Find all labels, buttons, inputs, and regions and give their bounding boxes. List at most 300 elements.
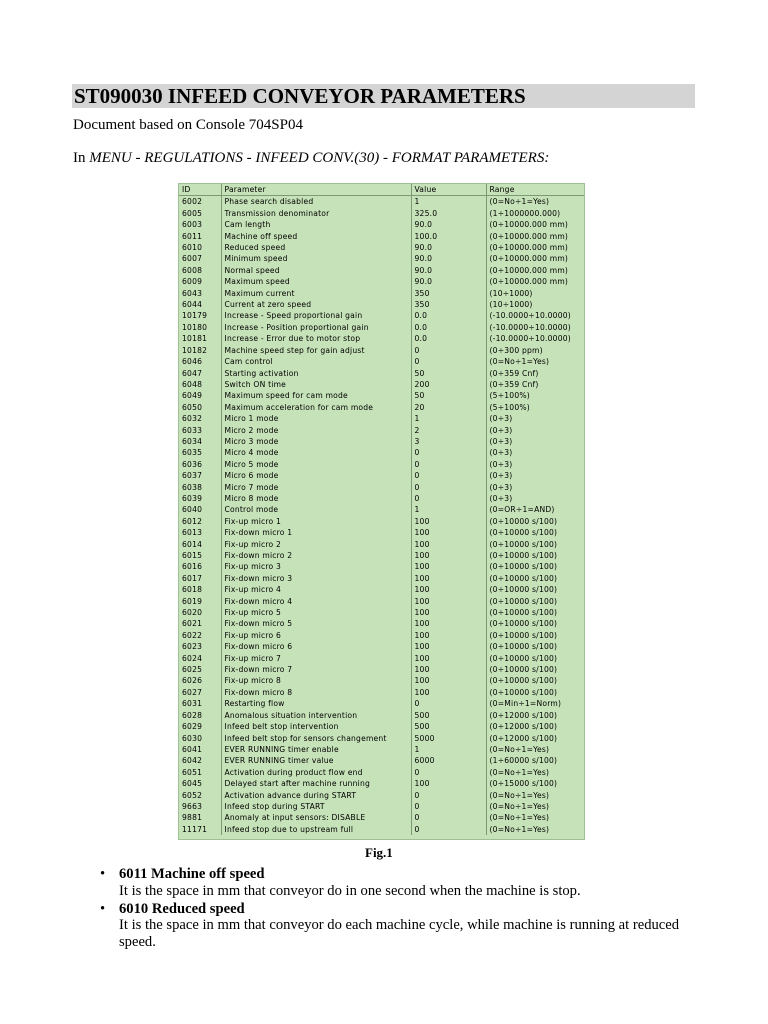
cell-range: (0÷10000 s/100) [489, 630, 558, 640]
table-row [179, 356, 584, 367]
cell-id: 6034 [179, 436, 221, 447]
cell-value: 0 [411, 698, 486, 709]
table-row [179, 436, 584, 447]
cell-value: 5000 [411, 733, 486, 744]
cell-value: 0 [411, 470, 486, 481]
cell-parameter: Fix-down micro 8 [221, 687, 411, 698]
cell-id: 6021 [179, 618, 221, 629]
cell-range: (0÷10000 s/100) [489, 551, 558, 560]
cell-parameter: EVER RUNNING timer value [221, 755, 411, 766]
cell-id: 6046 [179, 356, 221, 367]
cell-parameter: Cam control [221, 356, 411, 367]
cell-value: 0 [411, 447, 486, 458]
cell-id: 6017 [179, 573, 221, 584]
cell-parameter: Micro 8 mode [221, 493, 411, 504]
cell-value: 0 [411, 493, 486, 504]
cell-value: 100 [411, 778, 486, 789]
cell-value: 100 [411, 641, 486, 652]
bullet-list [100, 866, 700, 952]
cell-id: 6033 [179, 425, 221, 436]
cell-parameter: Transmission denominator [221, 208, 411, 219]
cell-value: 325.0 [411, 208, 486, 219]
cell-range: (0÷3) [489, 414, 513, 424]
cell-range: (0÷3) [489, 459, 513, 469]
cell-range: (0÷12000 s/100) [489, 733, 558, 743]
cell-range: (0÷10000.000 mm) [489, 243, 569, 253]
cell-id: 6014 [179, 539, 221, 550]
table-row [179, 265, 584, 276]
cell-value: 100 [411, 687, 486, 698]
cell-parameter: Fix-up micro 3 [221, 561, 411, 572]
cell-id: 6027 [179, 687, 221, 698]
cell-parameter: Micro 1 mode [221, 413, 411, 424]
cell-range: (-10.0000÷10.0000) [489, 311, 571, 321]
cell-value: 50 [411, 390, 486, 401]
cell-value: 100.0 [411, 231, 486, 242]
cell-parameter: Fix-down micro 3 [221, 573, 411, 584]
cell-value: 100 [411, 607, 486, 618]
cell-value: 100 [411, 527, 486, 538]
cell-parameter: Increase - Error due to motor stop [221, 333, 411, 344]
table-row [179, 812, 584, 823]
cell-value: 0 [411, 482, 486, 493]
cell-parameter: Micro 7 mode [221, 482, 411, 493]
table-row [179, 516, 584, 527]
cell-id: 9881 [179, 812, 221, 823]
cell-id: 6038 [179, 482, 221, 493]
cell-parameter: Maximum acceleration for cam mode [221, 402, 411, 413]
cell-id: 11171 [179, 824, 221, 835]
table-row [179, 573, 584, 584]
table-row [179, 459, 584, 470]
cell-id: 10179 [179, 310, 221, 321]
cell-range: (-10.0000÷10.0000) [489, 322, 571, 332]
cell-value: 3 [411, 436, 486, 447]
cell-value: 0 [411, 345, 486, 356]
document-title: ST090030 INFEED CONVEYOR PARAMETERS [72, 84, 695, 108]
cell-id: 6051 [179, 767, 221, 778]
cell-value: 0 [411, 459, 486, 470]
cell-id: 6042 [179, 755, 221, 766]
table-row [179, 276, 584, 287]
cell-parameter: Fix-down micro 2 [221, 550, 411, 561]
table-row [179, 721, 584, 732]
cell-parameter: Machine speed step for gain adjust [221, 345, 411, 356]
cell-parameter: Infeed belt stop for sensors changement [221, 733, 411, 744]
cell-parameter: Normal speed [221, 265, 411, 276]
cell-parameter: Maximum speed for cam mode [221, 390, 411, 401]
cell-parameter: Minimum speed [221, 253, 411, 264]
table-row [179, 550, 584, 561]
table-row [179, 641, 584, 652]
bullet-heading: 6011 Machine off speed [119, 866, 265, 882]
cell-range: (5÷100%) [489, 391, 530, 401]
cell-id: 6022 [179, 630, 221, 641]
table-row [179, 310, 584, 321]
table-row [179, 482, 584, 493]
cell-id: 6005 [179, 208, 221, 219]
cell-range: (0÷3) [489, 448, 513, 458]
cell-id: 6003 [179, 219, 221, 230]
cell-value: 0.0 [411, 310, 486, 321]
table-row [179, 493, 584, 504]
cell-parameter: Fix-down micro 1 [221, 527, 411, 538]
cell-value: 2 [411, 425, 486, 436]
cell-parameter: Micro 3 mode [221, 436, 411, 447]
cell-parameter: Delayed start after machine running [221, 778, 411, 789]
cell-id: 6032 [179, 413, 221, 424]
cell-parameter: Control mode [221, 504, 411, 515]
cell-value: 1 [411, 196, 486, 208]
cell-id: 6016 [179, 561, 221, 572]
table-row [179, 447, 584, 458]
cell-parameter: Reduced speed [221, 242, 411, 253]
cell-value: 100 [411, 516, 486, 527]
table-row [179, 539, 584, 550]
table-row [179, 299, 584, 310]
header-range: Range [486, 184, 584, 196]
cell-value: 100 [411, 550, 486, 561]
cell-value: 0 [411, 356, 486, 367]
cell-range: (0=OR÷1=AND) [489, 505, 555, 515]
cell-range: (-10.0000÷10.0000) [489, 334, 571, 344]
cell-value: 20 [411, 402, 486, 413]
cell-value: 0 [411, 801, 486, 812]
cell-parameter: Fix-up micro 1 [221, 516, 411, 527]
cell-parameter: Fix-up micro 7 [221, 653, 411, 664]
table-row [179, 561, 584, 572]
cell-parameter: Anomalous situation intervention [221, 710, 411, 721]
bullet-text: It is the space in mm that conveyor do in one second when the machine is stop. [119, 882, 581, 899]
cell-id: 6011 [179, 231, 221, 242]
cell-value: 1 [411, 744, 486, 755]
cell-id: 6013 [179, 527, 221, 538]
cell-parameter: Cam length [221, 219, 411, 230]
cell-id: 10182 [179, 345, 221, 356]
table-row [179, 801, 584, 812]
cell-id: 6010 [179, 242, 221, 253]
cell-range: (0÷15000 s/100) [489, 779, 558, 789]
cell-value: 1 [411, 504, 486, 515]
cell-range: (0÷3) [489, 482, 513, 492]
document-subtitle: Document based on Console 704SP04 [73, 117, 303, 133]
cell-parameter: Fix-down micro 7 [221, 664, 411, 675]
cell-range: (0=No÷1=Yes) [489, 801, 550, 811]
table-row [179, 231, 584, 242]
cell-id: 6015 [179, 550, 221, 561]
cell-parameter: Micro 4 mode [221, 447, 411, 458]
table-row [179, 687, 584, 698]
cell-range: (0÷10000.000 mm) [489, 220, 569, 230]
cell-value: 100 [411, 675, 486, 686]
cell-value: 200 [411, 379, 486, 390]
cell-value: 100 [411, 573, 486, 584]
cell-id: 6002 [179, 196, 221, 208]
table-body [179, 196, 584, 835]
cell-parameter: Starting activation [221, 368, 411, 379]
cell-range: (0÷10000.000 mm) [489, 277, 569, 287]
cell-value: 0 [411, 767, 486, 778]
cell-range: (0÷300 ppm) [489, 345, 543, 355]
cell-id: 6037 [179, 470, 221, 481]
cell-parameter: Switch ON time [221, 379, 411, 390]
cell-range: (0=Min÷1=Norm) [489, 699, 562, 709]
cell-id: 6035 [179, 447, 221, 458]
cell-id: 6040 [179, 504, 221, 515]
cell-id: 6030 [179, 733, 221, 744]
table-row [179, 504, 584, 515]
cell-parameter: Micro 6 mode [221, 470, 411, 481]
cell-parameter: Fix-up micro 5 [221, 607, 411, 618]
table-row [179, 368, 584, 379]
cell-value: 0 [411, 824, 486, 835]
cell-id: 6026 [179, 675, 221, 686]
figure-caption: Fig.1 [365, 845, 393, 860]
table-row [179, 390, 584, 401]
table-header-row [179, 184, 584, 196]
table-row [179, 333, 584, 344]
cell-id: 6052 [179, 790, 221, 801]
cell-parameter: Current at zero speed [221, 299, 411, 310]
cell-id: 6018 [179, 584, 221, 595]
cell-range: (1÷1000000.000) [489, 208, 561, 218]
cell-range: (0=No÷1=Yes) [489, 767, 550, 777]
cell-range: (0÷12000 s/100) [489, 722, 558, 732]
cell-range: (0÷10000 s/100) [489, 516, 558, 526]
table-row [179, 664, 584, 675]
table-row [179, 767, 584, 778]
bullet-icon: • [100, 900, 106, 917]
cell-range: (0÷10000 s/100) [489, 665, 558, 675]
cell-value: 100 [411, 653, 486, 664]
cell-range: (0=No÷1=Yes) [489, 824, 550, 834]
cell-id: 6009 [179, 276, 221, 287]
cell-value: 0 [411, 790, 486, 801]
cell-range: (0÷10000 s/100) [489, 539, 558, 549]
cell-parameter: Fix-up micro 2 [221, 539, 411, 550]
table-row [179, 607, 584, 618]
cell-range: (0÷10000 s/100) [489, 619, 558, 629]
table-row [179, 618, 584, 629]
table-row [179, 345, 584, 356]
table-row [179, 253, 584, 264]
cell-parameter: Micro 2 mode [221, 425, 411, 436]
cell-parameter: EVER RUNNING timer enable [221, 744, 411, 755]
table-row [179, 790, 584, 801]
cell-parameter: Infeed belt stop intervention [221, 721, 411, 732]
cell-id: 6025 [179, 664, 221, 675]
cell-id: 6041 [179, 744, 221, 755]
cell-range: (0÷359 Cnf) [489, 368, 539, 378]
cell-parameter: Anomaly at input sensors: DISABLE [221, 812, 411, 823]
cell-parameter: Fix-down micro 4 [221, 596, 411, 607]
cell-value: 6000 [411, 755, 486, 766]
cell-range: (5÷100%) [489, 402, 530, 412]
cell-value: 100 [411, 630, 486, 641]
cell-parameter: Increase - Position proportional gain [221, 322, 411, 333]
cell-range: (0÷3) [489, 425, 513, 435]
table-row [179, 413, 584, 424]
header-value: Value [411, 184, 486, 196]
cell-range: (0÷3) [489, 436, 513, 446]
cell-range: (10÷1000) [489, 300, 533, 310]
menu-path-line [73, 150, 549, 167]
cell-range: (0÷10000 s/100) [489, 676, 558, 686]
parameters-table-image [178, 183, 585, 840]
table-row [179, 425, 584, 436]
bullet-icon: • [100, 866, 106, 882]
cell-parameter: Micro 5 mode [221, 459, 411, 470]
table-row [179, 778, 584, 789]
menu-path: MENU - REGULATIONS - INFEED CONV.(30) - FORMAT PARAMETERS: [89, 150, 550, 166]
cell-value: 100 [411, 584, 486, 595]
cell-range: (0÷10000 s/100) [489, 585, 558, 595]
cell-value: 100 [411, 539, 486, 550]
table-row [179, 470, 584, 481]
cell-value: 350 [411, 288, 486, 299]
cell-id: 6019 [179, 596, 221, 607]
cell-value: 500 [411, 721, 486, 732]
cell-value: 0.0 [411, 322, 486, 333]
cell-parameter: Activation advance during START [221, 790, 411, 801]
cell-value: 90.0 [411, 265, 486, 276]
cell-value: 90.0 [411, 276, 486, 287]
cell-parameter: Machine off speed [221, 231, 411, 242]
cell-id: 6020 [179, 607, 221, 618]
header-parameter: Parameter [221, 184, 411, 196]
cell-parameter: Activation during product flow end [221, 767, 411, 778]
cell-parameter: Maximum current [221, 288, 411, 299]
parameters-table [179, 184, 584, 835]
cell-value: 100 [411, 561, 486, 572]
cell-range: (0÷10000 s/100) [489, 687, 558, 697]
table-row [179, 584, 584, 595]
cell-value: 90.0 [411, 219, 486, 230]
cell-range: (0÷10000 s/100) [489, 608, 558, 618]
cell-parameter: Phase search disabled [221, 196, 411, 208]
table-row [179, 653, 584, 664]
cell-id: 6012 [179, 516, 221, 527]
cell-id: 6029 [179, 721, 221, 732]
cell-value: 50 [411, 368, 486, 379]
cell-value: 100 [411, 596, 486, 607]
table-row [179, 208, 584, 219]
cell-range: (0÷10000.000 mm) [489, 231, 569, 241]
cell-value: 1 [411, 413, 486, 424]
cell-value: 100 [411, 664, 486, 675]
cell-value: 0 [411, 812, 486, 823]
cell-range: (10÷1000) [489, 288, 533, 298]
cell-range: (0÷3) [489, 471, 513, 481]
menu-prefix: In [73, 150, 90, 166]
cell-range: (0÷12000 s/100) [489, 710, 558, 720]
bullet-text: It is the space in mm that conveyor do each machine cycle, while machine is running at reduced speed. [119, 917, 680, 951]
cell-id: 6036 [179, 459, 221, 470]
table-row [179, 288, 584, 299]
table-row [179, 755, 584, 766]
cell-range: (0=No÷1=Yes) [489, 744, 550, 754]
header-id: ID [179, 184, 221, 196]
list-item [100, 866, 700, 900]
table-row [179, 219, 584, 230]
cell-range: (0=No÷1=Yes) [489, 357, 550, 367]
cell-id: 6047 [179, 368, 221, 379]
table-row [179, 744, 584, 755]
table-row [179, 402, 584, 413]
cell-range: (0=No÷1=Yes) [489, 790, 550, 800]
cell-id: 6024 [179, 653, 221, 664]
cell-parameter: Fix-up micro 6 [221, 630, 411, 641]
table-row [179, 824, 584, 835]
cell-id: 10180 [179, 322, 221, 333]
cell-range: (0÷10000 s/100) [489, 653, 558, 663]
table-row [179, 733, 584, 744]
cell-id: 6007 [179, 253, 221, 264]
table-row [179, 698, 584, 709]
cell-id: 6028 [179, 710, 221, 721]
cell-parameter: Fix-down micro 5 [221, 618, 411, 629]
cell-value: 90.0 [411, 253, 486, 264]
list-item [100, 901, 700, 951]
cell-parameter: Restarting flow [221, 698, 411, 709]
cell-value: 350 [411, 299, 486, 310]
cell-range: (1÷60000 s/100) [489, 756, 558, 766]
cell-id: 6043 [179, 288, 221, 299]
table-row [179, 630, 584, 641]
cell-parameter: Fix-up micro 4 [221, 584, 411, 595]
cell-id: 6045 [179, 778, 221, 789]
cell-parameter: Fix-down micro 6 [221, 641, 411, 652]
cell-parameter: Increase - Speed proportional gain [221, 310, 411, 321]
table-row [179, 710, 584, 721]
table-row [179, 596, 584, 607]
cell-range: (0=No÷1=Yes) [489, 197, 550, 207]
cell-parameter: Infeed stop during START [221, 801, 411, 812]
table-row [179, 675, 584, 686]
table-row [179, 379, 584, 390]
cell-id: 6048 [179, 379, 221, 390]
cell-id: 6031 [179, 698, 221, 709]
cell-range: (0=No÷1=Yes) [489, 813, 550, 823]
cell-range: (0÷10000.000 mm) [489, 265, 569, 275]
cell-range: (0÷10000 s/100) [489, 596, 558, 606]
cell-range: (0÷10000 s/100) [489, 573, 558, 583]
cell-parameter: Maximum speed [221, 276, 411, 287]
bullet-heading: 6010 Reduced speed [119, 900, 245, 917]
cell-range: (0÷359 Cnf) [489, 379, 539, 389]
cell-range: (0÷3) [489, 493, 513, 503]
cell-range: (0÷10000.000 mm) [489, 254, 569, 264]
cell-range: (0÷10000 s/100) [489, 528, 558, 538]
cell-id: 6050 [179, 402, 221, 413]
cell-id: 6008 [179, 265, 221, 276]
cell-value: 100 [411, 618, 486, 629]
cell-id: 6044 [179, 299, 221, 310]
cell-id: 10181 [179, 333, 221, 344]
cell-value: 90.0 [411, 242, 486, 253]
table-row [179, 242, 584, 253]
table-row [179, 322, 584, 333]
cell-range: (0÷10000 s/100) [489, 642, 558, 652]
cell-id: 6049 [179, 390, 221, 401]
cell-value: 500 [411, 710, 486, 721]
table-row [179, 527, 584, 538]
cell-parameter: Fix-up micro 8 [221, 675, 411, 686]
cell-value: 0.0 [411, 333, 486, 344]
cell-parameter: Infeed stop due to upstream full [221, 824, 411, 835]
cell-id: 9663 [179, 801, 221, 812]
cell-id: 6039 [179, 493, 221, 504]
